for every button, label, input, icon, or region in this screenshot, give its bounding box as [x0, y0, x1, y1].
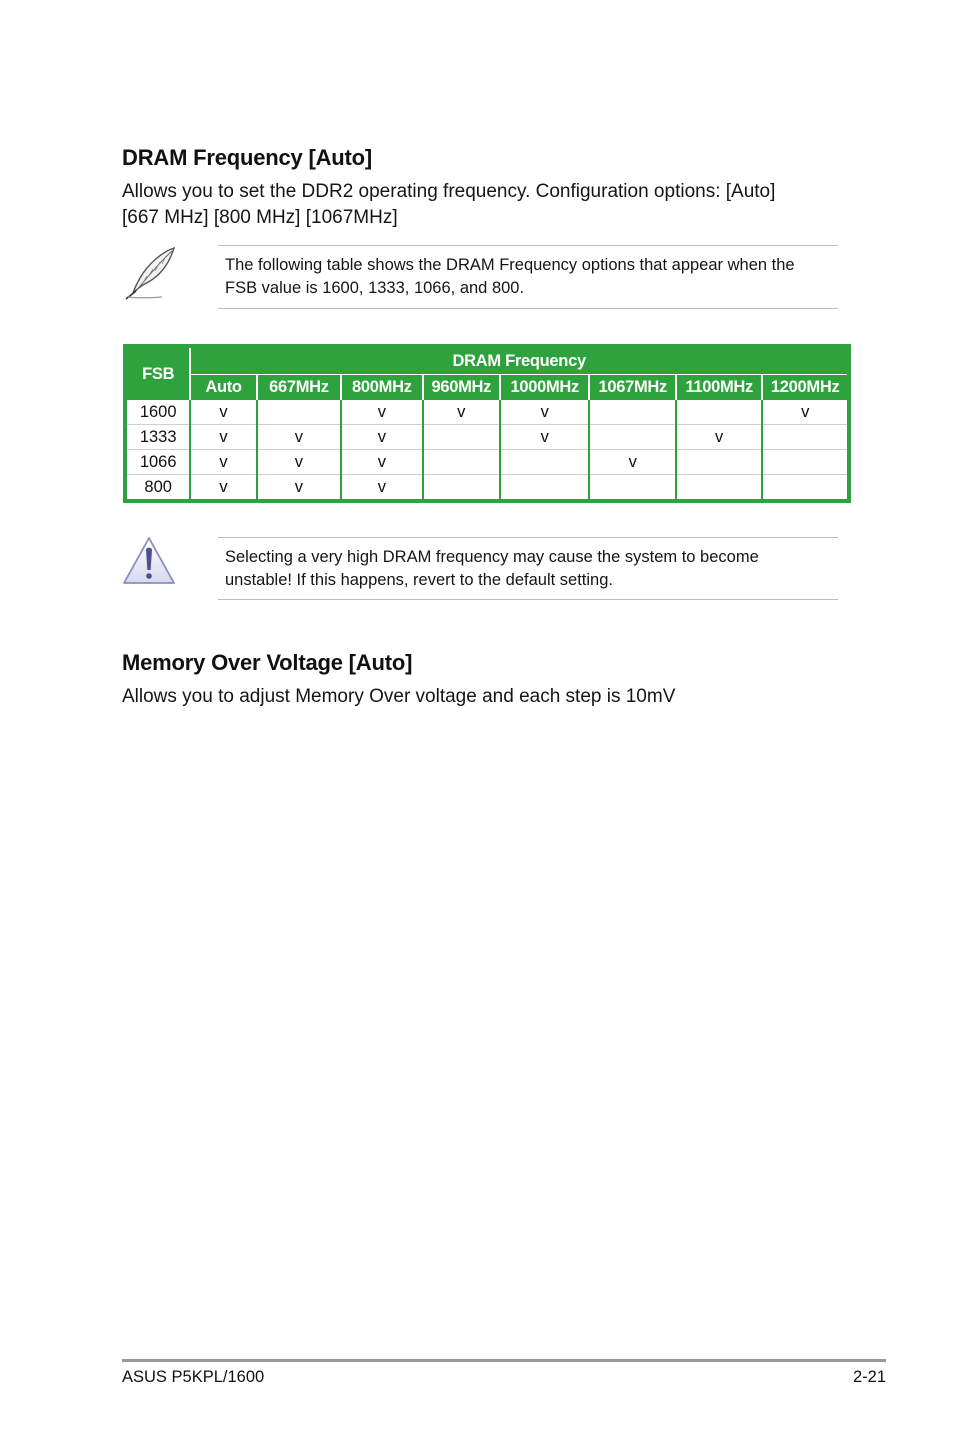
table-row [125, 425, 849, 450]
memory-over-voltage-description: Allows you to adjust Memory Over voltage and each step is 10mV [122, 686, 676, 707]
fsb-header: FSB [125, 346, 190, 400]
column-header: 667MHz [257, 375, 341, 401]
support-cell [762, 475, 849, 502]
column-header: 960MHz [423, 375, 500, 401]
support-cell: v [762, 400, 849, 425]
support-cell [762, 425, 849, 450]
note-line2: FSB value is 1600, 1333, 1066, and 800. [225, 279, 525, 297]
dram-frequency-title: DRAM Frequency [Auto] [122, 145, 373, 170]
support-cell [423, 475, 500, 502]
support-cell: v [257, 475, 341, 502]
note-line1: The following table shows the DRAM Frequency options that appear when the [225, 256, 795, 274]
column-header: 1100MHz [676, 375, 762, 401]
note-box [218, 245, 838, 309]
support-cell: v [589, 450, 675, 475]
support-cell: v [341, 425, 422, 450]
dram-frequency-table [123, 344, 851, 503]
support-cell: v [676, 425, 762, 450]
warning-line1: Selecting a very high DRAM frequency may cause the system to become [225, 548, 759, 566]
dram-description-line2: [667 MHz] [800 MHz] [1067MHz] [122, 207, 398, 228]
table-row [125, 450, 849, 475]
support-cell [500, 450, 589, 475]
support-cell: v [190, 400, 256, 425]
support-cell [589, 400, 675, 425]
support-cell: v [190, 475, 256, 502]
support-cell: v [257, 450, 341, 475]
footer-product-name: ASUS P5KPL/1600 [122, 1368, 265, 1386]
fsb-value-cell: 1066 [125, 450, 190, 475]
support-cell: v [190, 450, 256, 475]
dram-frequency-group-header: DRAM Frequency [190, 346, 849, 375]
fsb-value-cell: 800 [125, 475, 190, 502]
support-cell [423, 450, 500, 475]
support-cell: v [341, 475, 422, 502]
support-cell [257, 400, 341, 425]
fsb-value-cell: 1600 [139, 402, 177, 421]
support-cell [676, 475, 762, 502]
support-cell [762, 450, 849, 475]
feather-pen-icon [122, 244, 180, 307]
warning-line2: unstable! If this happens, revert to the default setting. [225, 571, 613, 589]
support-cell [676, 400, 762, 425]
support-cell [423, 425, 500, 450]
memory-over-voltage-title: Memory Over Voltage [Auto] [122, 650, 413, 675]
support-cell: v [190, 425, 256, 450]
dram-frequency-description [122, 179, 775, 231]
table-row [125, 475, 849, 502]
column-header: 800MHz [341, 375, 422, 401]
support-cell [589, 425, 675, 450]
support-cell: v [257, 425, 341, 450]
support-cell [676, 450, 762, 475]
support-cell: v [500, 400, 589, 425]
support-cell: v [341, 450, 422, 475]
footer-page-number: 2-21 [852, 1368, 886, 1386]
column-header: 1067MHz [589, 375, 675, 401]
column-header: 1000MHz [500, 375, 589, 401]
footer-rule [122, 1359, 886, 1362]
table-row [125, 400, 849, 425]
warning-box [218, 537, 838, 600]
fsb-value-cell: 1333 [125, 425, 190, 450]
support-cell [500, 475, 589, 502]
warning-exclamation-icon [122, 535, 178, 592]
column-header: Auto [190, 375, 256, 401]
dram-description-line1: Allows you to set the DDR2 operating frequency. Configuration options: [Auto] [122, 181, 776, 202]
column-header: 1200MHz [762, 375, 849, 401]
support-cell: v [500, 425, 589, 450]
support-cell: v [423, 400, 500, 425]
support-cell [589, 475, 675, 502]
support-cell: v [341, 400, 422, 425]
